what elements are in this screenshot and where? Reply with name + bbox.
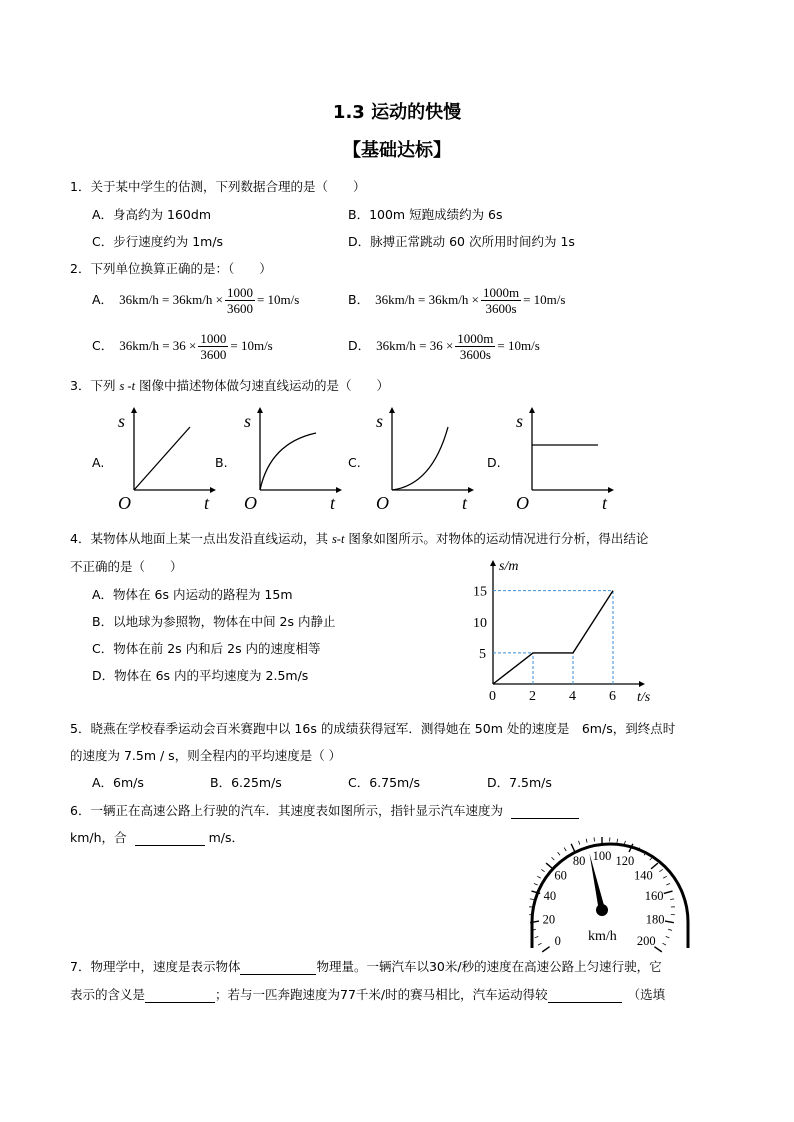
q2-option-a: A． 36km/h = 36km/h × $\frac{1000}{3600}$ = 10m/s xyxy=(92,285,300,316)
s-t-chart xyxy=(460,559,651,708)
gauge-tick xyxy=(530,899,534,900)
svg-text:t: t xyxy=(204,493,210,513)
svg-text:s: s xyxy=(516,411,524,431)
gauge-label: 140 xyxy=(633,868,653,883)
gauge-label: 0 xyxy=(554,933,561,948)
gauge-label: 160 xyxy=(644,889,664,904)
svg-text:t: t xyxy=(602,493,608,513)
needle-hub xyxy=(596,904,608,916)
fraction: $\frac{1000m}{3600s}$ xyxy=(482,285,520,316)
q3-option-a-label: A. xyxy=(92,455,105,470)
fraction: $\frac{1000m}{3600s}$ xyxy=(457,331,494,362)
q6-stem-line1: 6．一辆正在高速公路上行驶的汽车．其速度表如图所示，指针显示汽车速度为 xyxy=(70,801,579,819)
q1-option-a: A．身高约为 160dm xyxy=(92,207,211,222)
gauge-tick xyxy=(538,943,542,945)
q1-option-d: D．脉搏正常跳动 60 次所用时间约为 1s xyxy=(348,234,575,249)
q2-option-b: B． 36km/h = 36km/h × $\frac{1000m}{3600s}$ = 10m/s xyxy=(348,285,566,316)
gauge-tick xyxy=(571,844,575,852)
gauge-label: 100 xyxy=(592,849,612,863)
concave-down-graph-icon xyxy=(238,405,343,515)
gauge-label: 80 xyxy=(572,854,586,869)
gauge-label: 60 xyxy=(554,868,567,883)
svg-text:O: O xyxy=(118,493,131,513)
q6-blank-1[interactable] xyxy=(511,818,579,819)
concave-up-graph-icon xyxy=(370,405,475,515)
q5-option-c: C．6.75m/s xyxy=(348,775,420,790)
q1-stem: 1．关于某中学生的估测，下列数据合理的是（ ） xyxy=(70,179,366,194)
q5-option-a: A．6m/s xyxy=(92,775,144,790)
q6-stem-line2: km/h，合 m/s． xyxy=(70,830,244,845)
x-axis-label: t/s xyxy=(637,690,651,705)
gauge-label: 20 xyxy=(542,912,556,927)
q7-line2: 表示的含义是 ；若与一匹奔跑速度为77千米/时的赛马相比，汽车运动得较 （选填 xyxy=(70,987,666,1002)
q4-option-c: C．物体在前 2s 内和后 2s 内的速度相等 xyxy=(92,641,321,656)
gauge-tick xyxy=(665,921,674,923)
q2-stem: 2．下列单位换算正确的是：（ ） xyxy=(70,261,272,276)
q5-option-b: B．6.25m/s xyxy=(210,775,282,790)
fraction: $\frac{1000}{3600}$ xyxy=(226,285,253,316)
series-line xyxy=(493,591,613,684)
q4-option-b: B．以地球为参照物，物体在中间 2s 内静止 xyxy=(92,614,336,629)
gauge-tick xyxy=(558,852,560,855)
q5-stem-line2: 的速度为 7.5m / s，则全程内的平均速度是（ ） xyxy=(70,748,342,763)
gauge-tick xyxy=(670,899,674,900)
y-axis-arrow xyxy=(490,560,496,566)
gauge-label: 120 xyxy=(615,854,635,869)
gauge-tick xyxy=(542,947,549,952)
gauge-label: 180 xyxy=(645,912,665,927)
x-tick-label: 2 xyxy=(529,689,536,704)
svg-text:O: O xyxy=(516,493,529,513)
gauge-tick xyxy=(546,863,553,869)
gauge-tick xyxy=(659,869,662,871)
svg-text:O: O xyxy=(376,493,389,513)
svg-text:s: s xyxy=(376,411,384,431)
gauge-tick xyxy=(666,936,670,938)
gauge-tick xyxy=(541,869,544,871)
y-tick-label: 15 xyxy=(473,584,487,600)
q7-blank-3[interactable] xyxy=(548,1002,622,1003)
x-tick-label: 6 xyxy=(609,689,616,704)
q7-line1: 7．物理学中，速度是表示物体 物理量。一辆汽车以30米/秒的速度在高速公路上匀速行驶，它 xyxy=(70,959,662,974)
q3-stem: 3．下列 s -t 图像中描述物体做匀速直线运动的是（ ） xyxy=(70,378,390,393)
svg-text:O: O xyxy=(244,493,257,513)
gauge-label: 200 xyxy=(636,933,656,948)
q3-option-c-label: C. xyxy=(348,455,361,470)
q7-blank-1[interactable] xyxy=(240,974,316,975)
page-title: 1.3 运动的快慢 xyxy=(332,102,462,123)
y-tick-label: 10 xyxy=(473,615,487,631)
q4-option-d: D．物体在 6s 内的平均速度为 2.5m/s xyxy=(92,668,309,683)
gauge-tick xyxy=(537,876,541,878)
q1-option-c: C．步行速度约为 1m/s xyxy=(92,234,224,249)
fraction: $\frac{1000}{3600}$ xyxy=(200,331,227,362)
speedometer-icon xyxy=(526,832,694,950)
gauge-tick xyxy=(552,857,555,860)
linear-graph-icon xyxy=(112,405,217,515)
q4-stem-line2: 不正确的是（ ） xyxy=(70,559,183,574)
x-tick-label: 4 xyxy=(569,689,576,704)
y-axis-label: s/m xyxy=(499,559,519,574)
q5-option-d: D．7.5m/s xyxy=(487,775,552,790)
gauge-tick xyxy=(668,929,672,930)
svg-text:s: s xyxy=(118,411,126,431)
x-axis-arrow xyxy=(639,681,645,687)
x-tick-label: 0 xyxy=(489,689,496,704)
speed-unit-label: km/h xyxy=(588,929,617,944)
gauge-tick xyxy=(534,884,538,885)
gauge-tick xyxy=(650,857,653,860)
q4-stem-line1: 4．某物体从地面上某一点出发沿直线运动，其 s-t 图象如图所示。对物体的运动情况进行分析，得出结论 xyxy=(70,531,649,546)
svg-text:t: t xyxy=(462,493,468,513)
q3-option-d-label: D. xyxy=(487,455,501,470)
svg-text:s: s xyxy=(244,411,252,431)
q5-stem-line1: 5．晓燕在学校春季运动会百米赛跑中以 16s 的成绩获得冠军．测得她在 50m 处的速度是 6m/s，到终点时 xyxy=(70,721,676,736)
gauge-tick xyxy=(564,848,566,851)
q2-option-c: C． 36km/h = 36 × $\frac{1000}{3600}$ = 10m/s xyxy=(92,331,273,362)
horizontal-graph-icon xyxy=(510,405,615,515)
gauge-label: 40 xyxy=(543,889,557,904)
svg-text:t: t xyxy=(330,493,336,513)
y-tick-label: 5 xyxy=(479,646,486,662)
gauge-tick xyxy=(617,839,618,843)
section-heading: 【基础达标】 xyxy=(343,140,451,161)
q2-option-d: D． 36km/h = 36 × $\frac{1000m}{3600s}$ = 10m/s xyxy=(348,331,540,362)
gauge-tick xyxy=(586,839,587,843)
q3-option-b-label: B. xyxy=(215,455,228,470)
q1-option-b: B．100m 短跑成绩约为 6s xyxy=(348,207,503,222)
q4-option-a: A．物体在 6s 内运动的路程为 15m xyxy=(92,587,293,602)
gauge-tick xyxy=(579,841,580,845)
gauge-tick xyxy=(666,884,670,885)
q7-blank-2[interactable] xyxy=(145,1002,215,1003)
gauge-tick xyxy=(663,876,667,878)
gauge-tick xyxy=(662,943,666,945)
gauge-tick xyxy=(664,891,673,893)
q6-blank-2[interactable] xyxy=(135,845,205,846)
gauge-tick xyxy=(535,936,539,938)
